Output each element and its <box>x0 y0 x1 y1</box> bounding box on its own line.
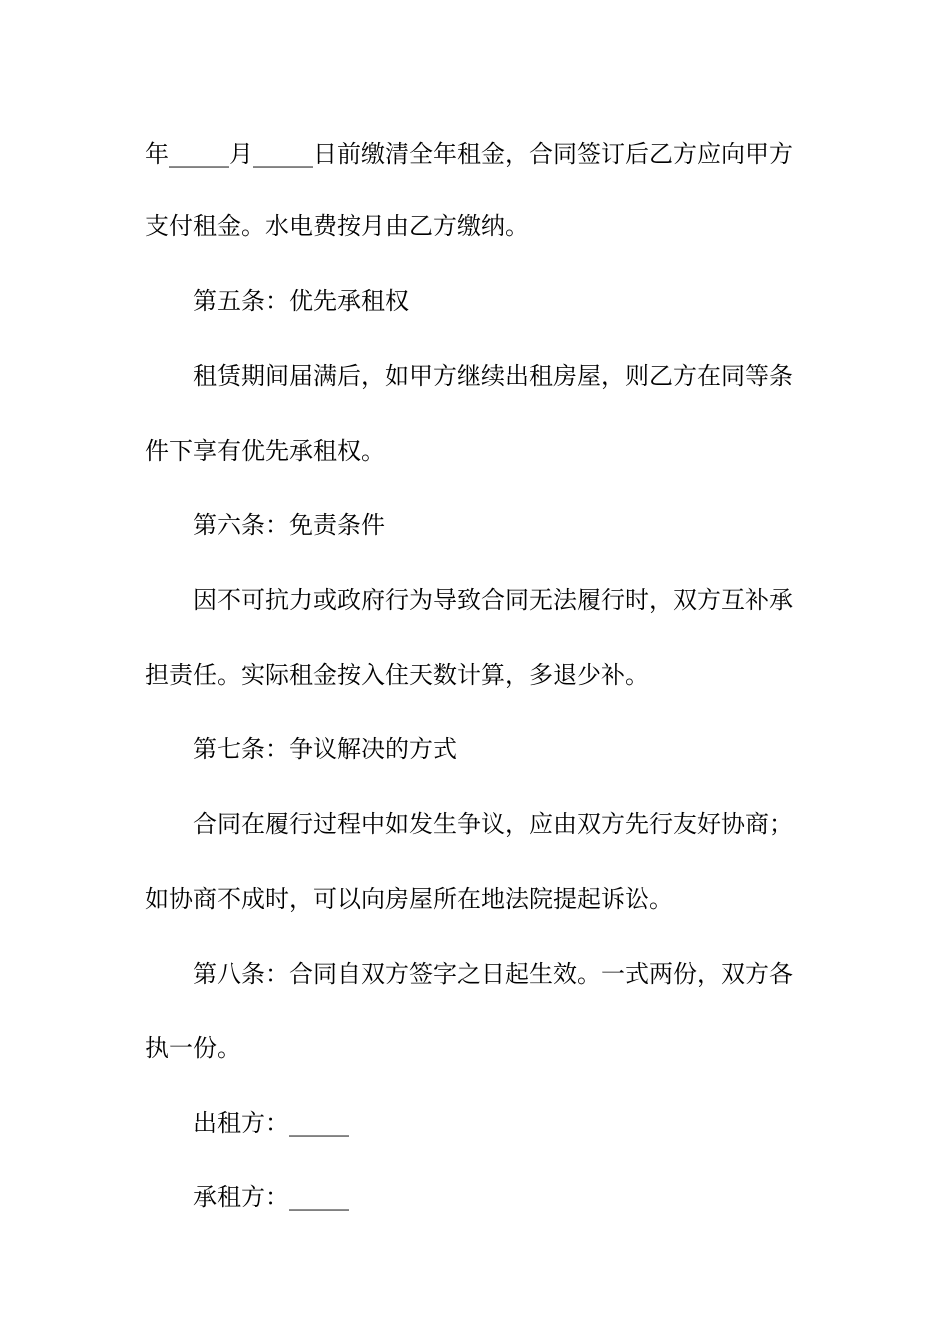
article-8-text-line-2: 执一份。 <box>145 1034 241 1062</box>
article-8-text-line-1: 第八条：合同自双方签字之日起生效。一式两份，双方各 <box>193 960 793 988</box>
paragraph-line-utilities: 支付租金。水电费按月由乙方缴纳。 <box>145 212 529 240</box>
paragraph-line-payment-deadline: 年_____月_____日前缴清全年租金，合同签订后乙方应向甲方 <box>145 140 793 168</box>
article-7-text-line-2: 如协商不成时，可以向房屋所在地法院提起诉讼。 <box>145 885 673 913</box>
article-5-text-line-1: 租赁期间届满后，如甲方继续出租房屋，则乙方在同等条 <box>193 362 793 390</box>
article-6-text-line-1: 因不可抗力或政府行为导致合同无法履行时，双方互补承 <box>193 586 793 614</box>
article-5-heading: 第五条：优先承租权 <box>193 287 409 315</box>
article-6-heading: 第六条：免责条件 <box>193 511 385 539</box>
article-6-text-line-2: 担责任。实际租金按入住天数计算，多退少补。 <box>145 661 649 689</box>
lessee-signature-line: 承租方：_____ <box>193 1183 349 1211</box>
article-7-text-line-1: 合同在履行过程中如发生争议，应由双方先行友好协商； <box>193 810 793 838</box>
article-5-text-line-2: 件下享有优先承租权。 <box>145 437 385 465</box>
lessor-signature-line: 出租方：_____ <box>193 1109 349 1137</box>
article-7-heading: 第七条：争议解决的方式 <box>193 735 457 763</box>
